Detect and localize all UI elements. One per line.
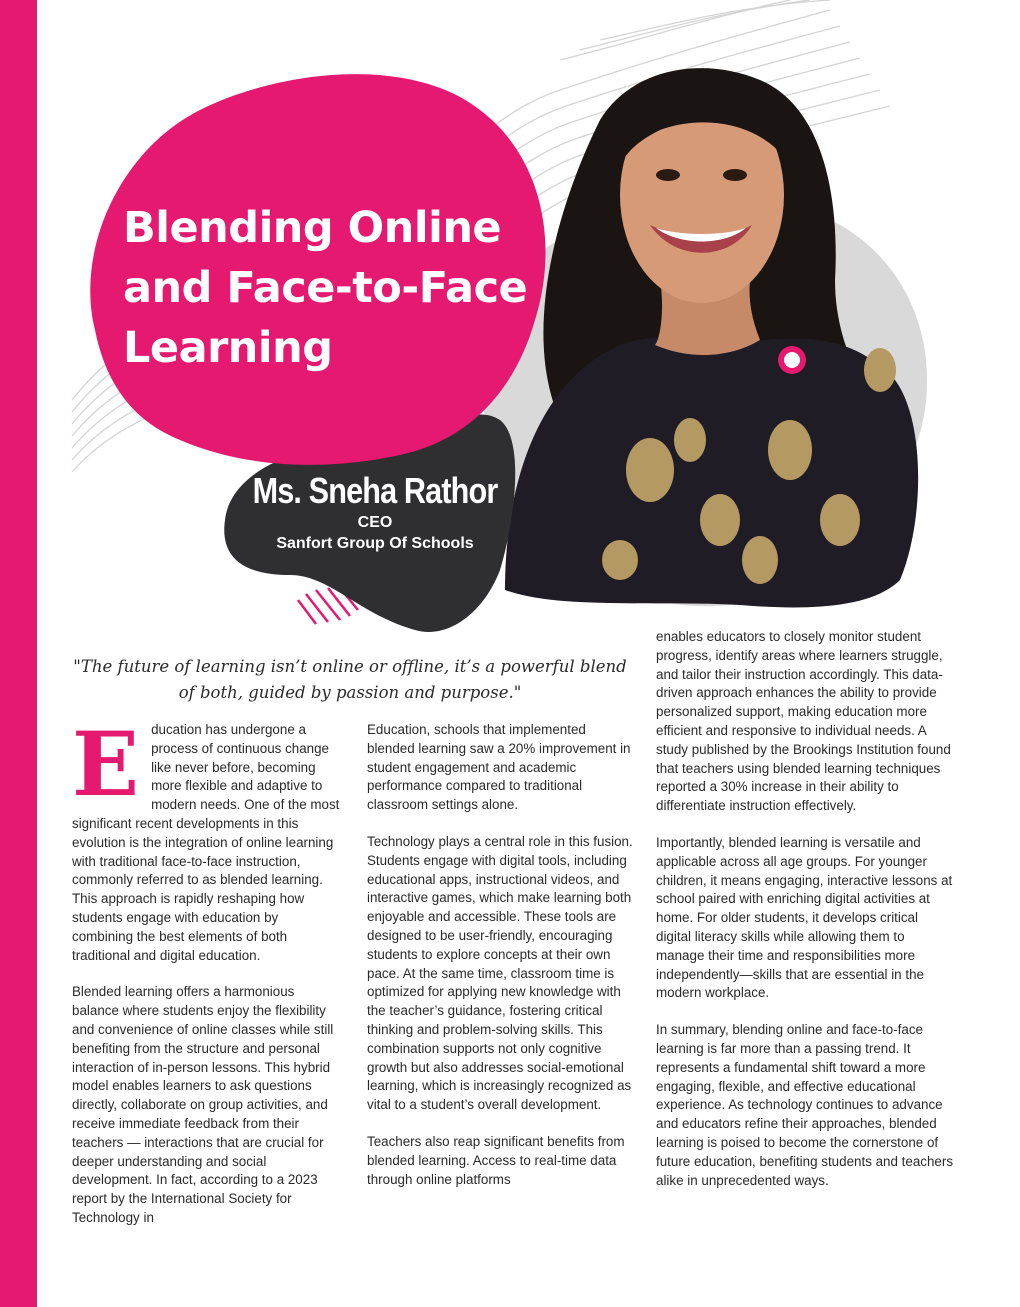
person-name: Ms. Sneha Rathor [252, 470, 498, 511]
pull-quote: "The future of learning isn’t online or offline, it’s a powerful blend of both, guided by passion and purpose." [73, 657, 627, 702]
paragraph: Technology plays a central role in this fusion. Students engage with digital tools, including educational apps, instructional videos, and interactive games, which make learning both enjoyable and accessible. These tools are designed to be user-friendly, encouraging students to explore concepts at their own pace. At the same time, classroom time is optimized for applying new knowledge with the teacher’s guidance, fostering critical thinking and problem-solving skills. This combination supports not only cognitive growth but also addresses social-emotional learning, which is increasingly recognized as vital to a student’s overall development. [367, 833, 633, 1113]
text-column-1 [72, 712, 342, 1246]
paragraph [72, 712, 342, 965]
headline-line: and Face-to-Face [123, 263, 528, 313]
article-headline [123, 198, 553, 378]
paragraph-text: ducation has undergone a process of continuous change like never before, becoming more flexible and adaptive to modern needs. One of the most significant recent developments in this evolution is the integration of online learning with traditional face-to-face instruction, commonly referred to as blended learning. This approach is rapidly reshaping how students engage with education by combining the best elements of both traditional and digital education. [72, 722, 340, 963]
paragraph: Blended learning offers a harmonious balance where students enjoy the flexibility and convenience of online classes while still benefiting from the structure and personal interaction of in-person lessons. This hybrid model enables learners to ask questions directly, collaborate on group activities, and receive immediate feedback from their teachers — interactions that are crucial for deeper understanding and social development. In fact, according to a 2023 report by the International Society for Technology in [72, 984, 334, 1225]
text-column-2 [367, 721, 637, 1207]
text-column-3 [656, 628, 956, 1208]
paragraph: Importantly, blended learning is versatile and applicable across all age groups. For younger children, it means engaging, interactive lessons at school paired with enriching digital activities at home. For older students, it develops critical digital literacy skills while allowing them to manage their time and responsibilities more independently—skills that are essential in the modern workplace. [656, 834, 953, 1001]
paragraph: In summary, blending online and face-to-face learning is far more than a passing trend. It represents a fundamental shift toward a more engaging, flexible, and effective educational experience. As technology continues to advance and educators refine their approaches, blended learning is poised to become the cornerstone of future education, benefiting students and teachers alike in unprecedented ways. [656, 1022, 954, 1188]
drop-cap: E [72, 712, 140, 816]
paragraph: Education, schools that implemented blended learning saw a 20% improvement in student engagement and academic performance compared to traditional classroom settings alone. [367, 722, 631, 813]
headline-line: Blending Online [123, 203, 502, 253]
paragraph: Teachers also reap significant benefits from blended learning. Access to real-time data through online platforms [367, 1133, 625, 1187]
paragraph: enables educators to closely monitor student progress, identify areas where learners struggle, and tailor their instruction accordingly. This data-driven approach enhances the ability to provide personalized support, making education more efficient and responsive to individual needs. A study published by the Brookings Institution found that teachers using blended learning techniques reported a 30% increase in their ability to differentiate instruction effectively. [656, 629, 951, 814]
person-role: CEO [357, 514, 393, 531]
person-organization: Sanfort Group Of Schools [276, 535, 474, 552]
headline-line: Learning [123, 323, 333, 373]
